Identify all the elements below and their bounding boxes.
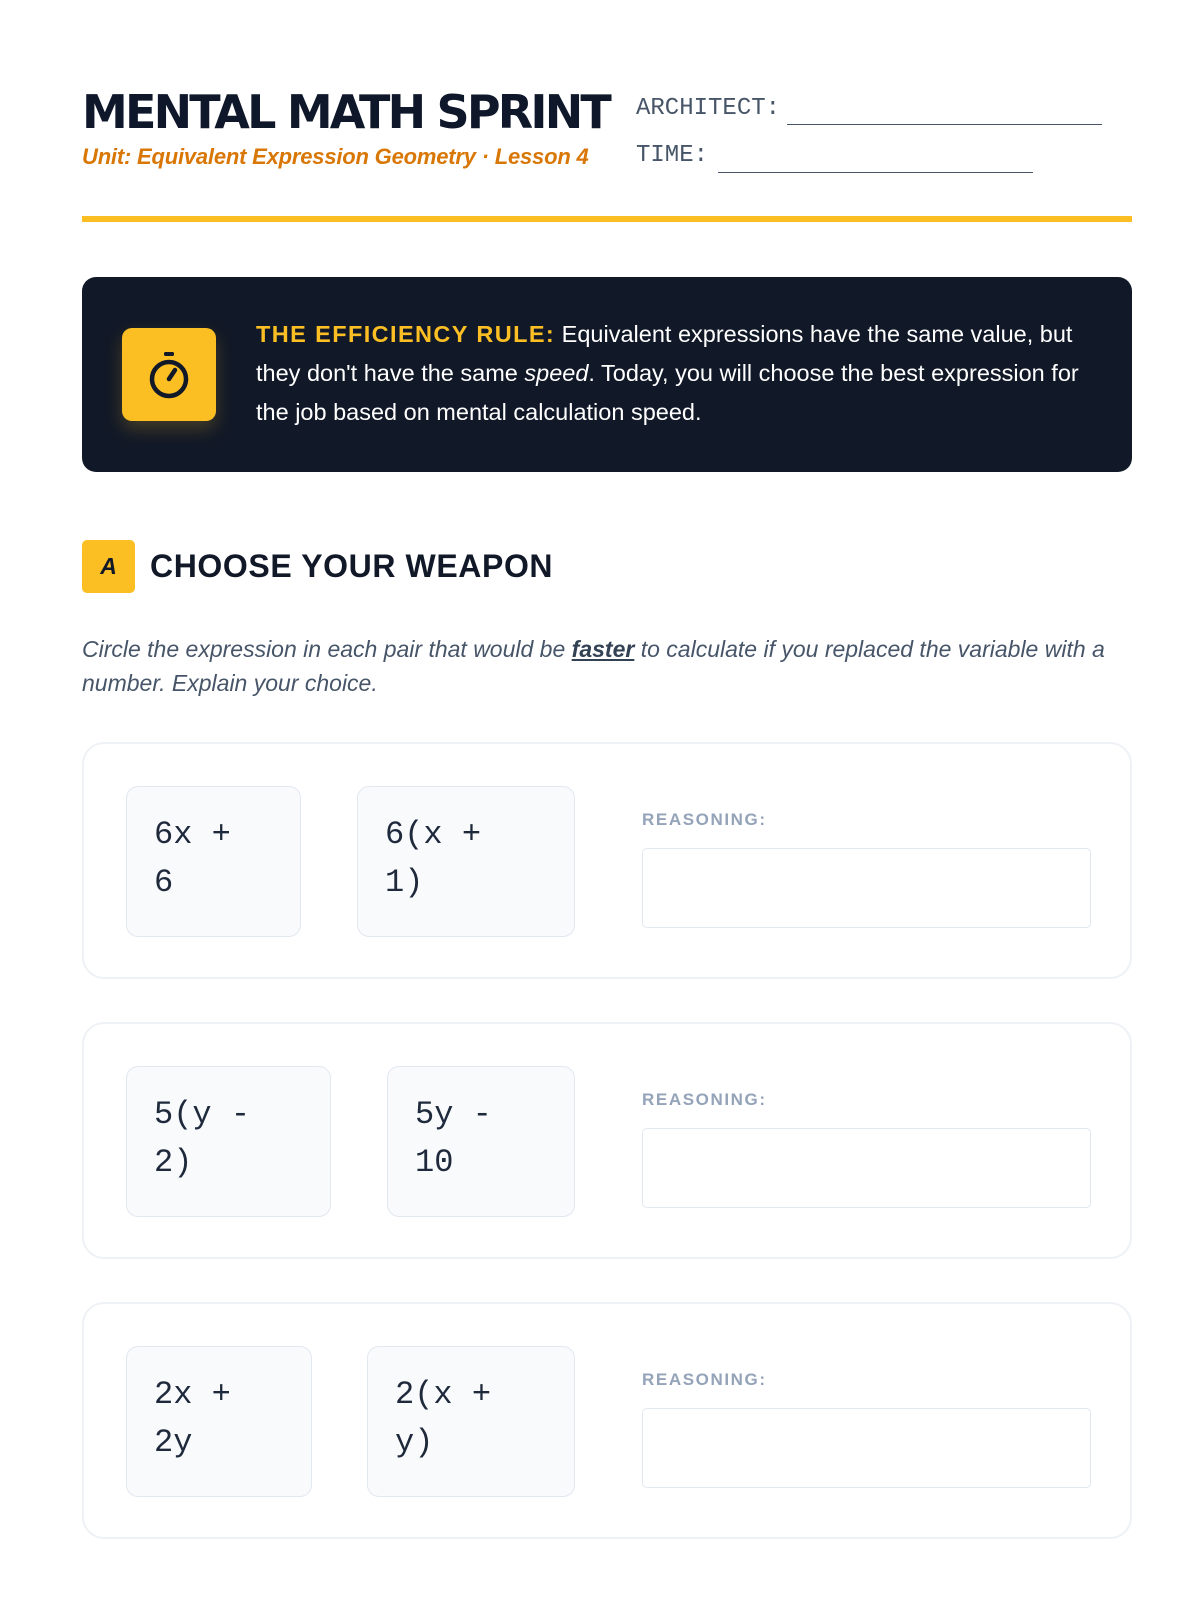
time-label: TIME:	[636, 142, 709, 169]
expression-line: 5(y -	[154, 1096, 251, 1133]
expression-line: 2(x +	[395, 1376, 492, 1413]
section-title: CHOOSE YOUR WEAPON	[150, 548, 554, 584]
expression-option[interactable]	[367, 1346, 575, 1497]
expression-line: 1)	[385, 864, 424, 901]
expression-option[interactable]	[357, 786, 575, 937]
page-title: MENTAL MATH SPRINT	[82, 85, 609, 139]
reasoning-input[interactable]	[642, 1408, 1091, 1488]
page-subtitle: Unit: Equivalent Expression Geometry · Lesson 4	[82, 144, 589, 169]
expression-line: 5y -	[415, 1096, 492, 1133]
expression-option[interactable]	[387, 1066, 575, 1217]
expression-line: 6	[154, 864, 174, 901]
expression-option[interactable]	[126, 1346, 312, 1497]
stopwatch-icon	[122, 328, 216, 421]
reasoning-input[interactable]	[642, 848, 1091, 928]
efficiency-rule-callout	[82, 277, 1132, 472]
instructions-text: Circle the expression in each pair that would be	[82, 636, 572, 662]
expression-line: y)	[395, 1424, 434, 1461]
instructions-emphasis: faster	[571, 636, 635, 662]
architect-label: ARCHITECT:	[636, 95, 781, 122]
expression-line: 2)	[154, 1144, 193, 1181]
instructions-text: to calculate if you replaced the variable with a number. Explain your choice.	[82, 636, 1105, 696]
time-field[interactable]	[718, 172, 1033, 173]
problem-card	[82, 1022, 1132, 1259]
expression-line: 6x +	[154, 816, 231, 853]
reasoning-input[interactable]	[642, 1128, 1091, 1208]
worksheet-header	[82, 84, 1132, 224]
section-badge: A	[82, 540, 135, 593]
header-divider	[82, 216, 1132, 222]
problem-card	[82, 1302, 1132, 1539]
expression-option[interactable]	[126, 1066, 331, 1217]
expression-option[interactable]	[126, 786, 301, 937]
efficiency-rule-emphasis: speed	[524, 360, 589, 386]
expression-line: 2y	[154, 1424, 193, 1461]
reasoning-label: REASONING:	[642, 1090, 767, 1109]
problem-card	[82, 742, 1132, 979]
efficiency-rule-text-part: Equivalent expressions have the same value, but they don't have the same	[256, 321, 1073, 386]
efficiency-rule-text	[256, 315, 1086, 432]
reasoning-label: REASONING:	[642, 810, 767, 829]
instructions	[82, 632, 1142, 700]
expression-line: 10	[415, 1144, 454, 1181]
expression-line: 2x +	[154, 1376, 231, 1413]
efficiency-rule-lead: THE EFFICIENCY RULE:	[256, 321, 556, 347]
efficiency-rule-text-part: . Today, you will choose the best expression for the job based on mental calculation speed.	[256, 360, 1079, 425]
architect-field[interactable]	[787, 124, 1102, 125]
reasoning-label: REASONING:	[642, 1370, 767, 1389]
expression-line: 6(x +	[385, 816, 482, 853]
